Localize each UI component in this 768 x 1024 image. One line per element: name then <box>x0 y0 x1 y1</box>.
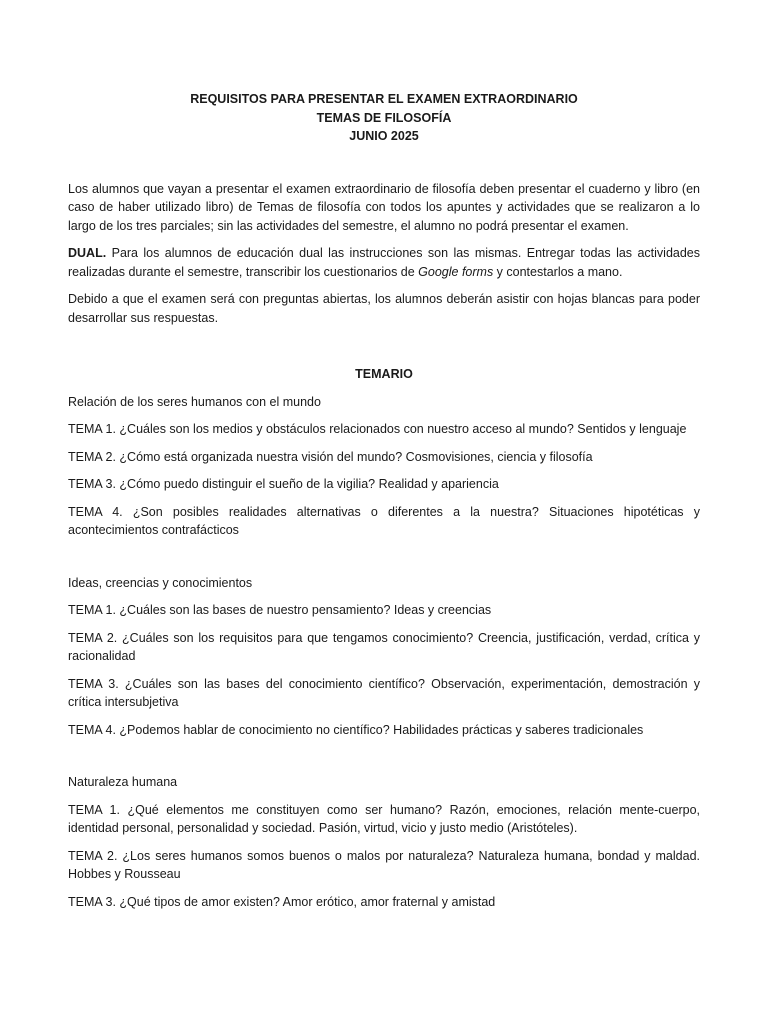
section-title: Ideas, creencias y conocimientos <box>68 575 253 590</box>
tema-item: TEMA 1. ¿Cuáles son las bases de nuestro pensamiento? Ideas y creencias <box>68 603 492 617</box>
dual-text-after: y contestarlos a mano. <box>493 264 623 279</box>
exam-instructions-paragraph: Debido a que el examen será con preguntas abiertas, los alumnos deberán asistir con hojas blancas para poder desarrollar sus respuestas. <box>68 292 700 325</box>
tema-item: TEMA 3. ¿Qué tipos de amor existen? Amor erótico, amor fraternal y amistad <box>68 894 496 909</box>
tema-item: TEMA 1. ¿Qué elementos me constituyen como ser humano? Razón, emociones, relación mente-cuerpo, identidad personal, personalidad y sociedad. Pasión, virtud, vicio y justo medio (Aristóteles). <box>68 802 700 835</box>
dual-text-before: Para los alumnos de educación dual las instrucciones son las mismas. Entregar todas las actividades realizadas durante el semestre, transcribir los cuestionarios de <box>68 246 700 279</box>
tema-item: TEMA 2. ¿Cómo está organizada nuestra visión del mundo? Cosmovisiones, ciencia y filosofía <box>68 449 593 464</box>
dual-label: DUAL. <box>68 246 107 260</box>
intro-paragraph: Los alumnos que vayan a presentar el examen extraordinario de filosofía deben presentar el cuaderno y libro (en caso de haber utilizado libro) de Temas de filosofía con todos los apuntes y actividades que se realizaron a lo largo de los tres parciales; sin las actividades del semestre, el alumno no podrá presentar el examen. <box>68 181 700 233</box>
dual-paragraph <box>68 244 700 281</box>
tema-item: TEMA 4. ¿Podemos hablar de conocimiento no científico? Habilidades prácticas y saberes tradicionales <box>68 722 644 737</box>
tema-item: TEMA 3. ¿Cuáles son las bases del conocimiento científico? Observación, experimentación, demostración y crítica intersubjetiva <box>68 676 700 709</box>
section-ideas-creencias <box>68 574 700 740</box>
section-naturaleza-humana <box>68 773 700 911</box>
tema-item: TEMA 4. ¿Son posibles realidades alternativas o diferentes a la nuestra? Situaciones hipotéticas y acontecimientos contrafácticos <box>68 504 700 537</box>
tema-item: TEMA 1. ¿Cuáles son los medios y obstáculos relacionados con nuestro acceso al mundo? Sentidos y lenguaje <box>68 422 687 436</box>
title-line-2: TEMAS DE FILOSOFÍA <box>316 110 452 125</box>
section-title: Naturaleza humana <box>68 775 178 789</box>
tema-item: TEMA 3. ¿Cómo puedo distinguir el sueño de la vigilia? Realidad y apariencia <box>68 477 499 491</box>
title-line-1: REQUISITOS PARA PRESENTAR EL EXAMEN EXTRAORDINARIO <box>190 92 578 106</box>
document-page <box>68 90 700 911</box>
tema-item: TEMA 2. ¿Los seres humanos somos buenos o malos por naturaleza? Naturaleza humana, bondad y maldad. Hobbes y Rousseau <box>68 848 700 881</box>
title-line-3: JUNIO 2025 <box>349 129 419 143</box>
document-title <box>68 90 700 146</box>
section-relacion-mundo <box>68 393 700 540</box>
temario-heading: TEMARIO <box>355 367 413 381</box>
dual-emphasis: Google forms <box>418 264 494 279</box>
tema-item: TEMA 2. ¿Cuáles son los requisitos para que tengamos conocimiento? Creencia, justificación, verdad, crítica y racionalidad <box>68 630 700 663</box>
section-title: Relación de los seres humanos con el mundo <box>68 394 321 409</box>
